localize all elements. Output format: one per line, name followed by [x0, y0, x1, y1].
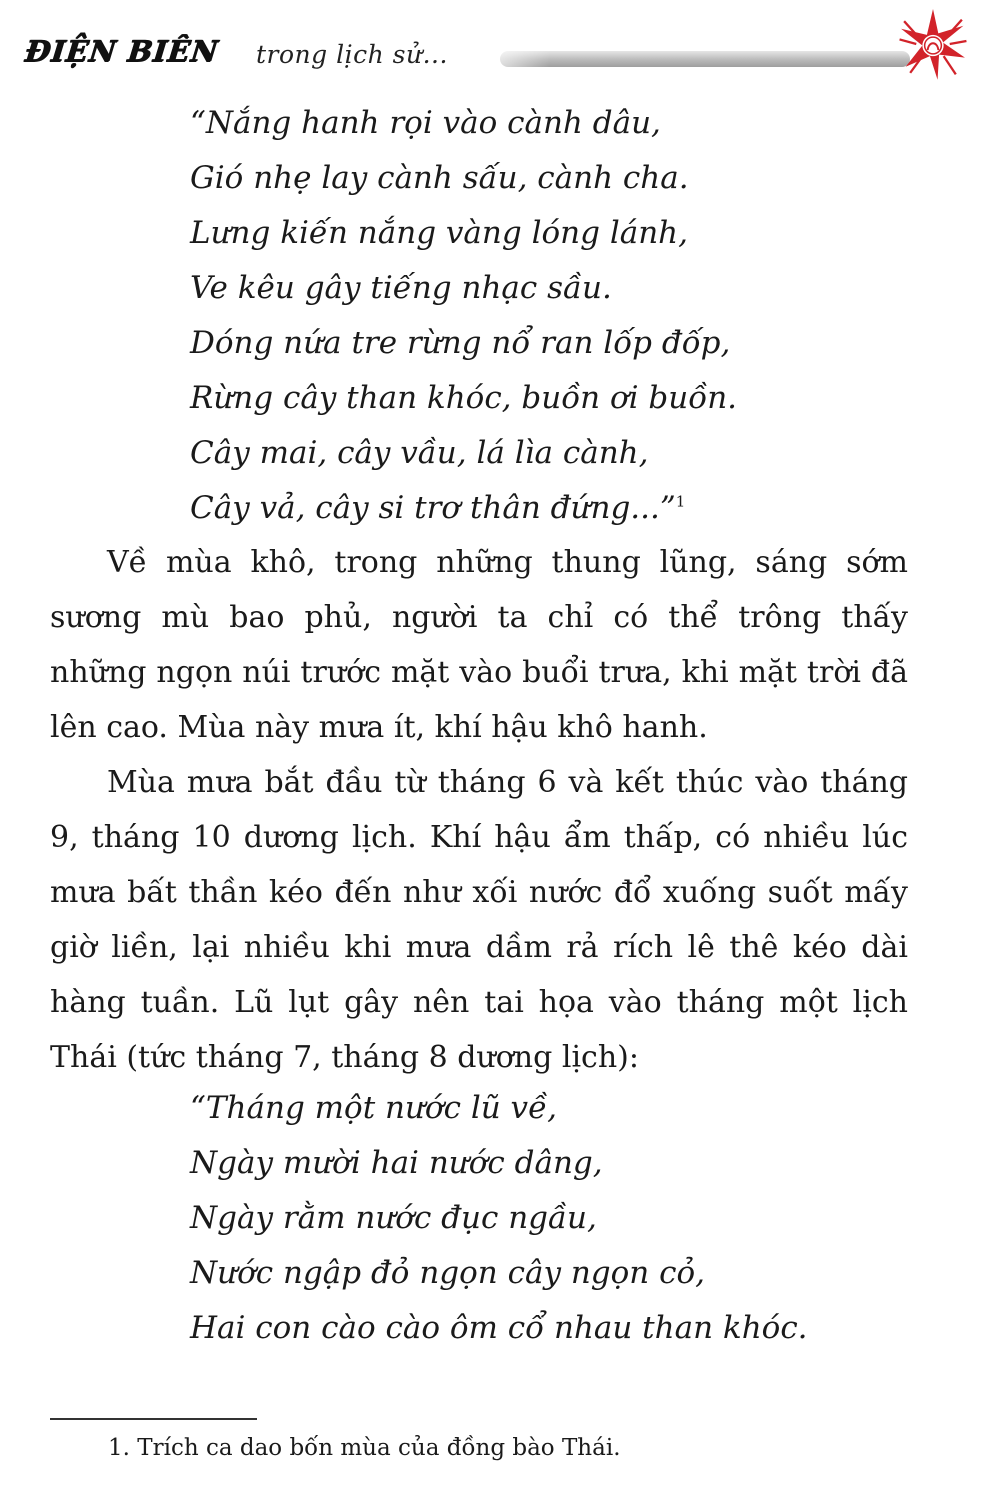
poem-line-last	[190, 481, 737, 536]
poem-line: Lưng kiến nắng vàng lóng lánh,	[190, 215, 688, 251]
paragraph-rainy-season: Mùa mưa bắt đầu từ tháng 6 và kết thúc vào tháng 9, tháng 10 dương lịch. Khí hậu ẩm thấp, có nhiều lúc mưa bất thần kéo đến như xối nước đổ xuống suốt mấy giờ liền, lại nhiều khi mưa dầm rả rích lê thê kéo dài hàng tuần. Lũ lụt gây nên tai họa vào tháng một lịch Thái (tức tháng 7, tháng 8 dương lịch):	[50, 765, 908, 1075]
poem-line: Nước ngập đỏ ngọn cây ngọn cỏ,	[190, 1255, 705, 1291]
poem-line: Ngày rằm nước đục ngầu,	[190, 1200, 597, 1236]
poem-line: Ve kêu gây tiếng nhạc sầu.	[190, 270, 612, 306]
page-header	[0, 0, 1000, 90]
paragraph-dry-season: Về mùa khô, trong những thung lũng, sáng sớm sương mù bao phủ, người ta chỉ có thể trông thấy những ngọn núi trước mặt vào buổi trưa, khi mặt trời đã lên cao. Mùa này mưa ít, khí hậu khô hanh.	[50, 545, 908, 745]
footnote-reference[interactable]: 1	[675, 492, 686, 511]
star-emblem-icon	[895, 6, 971, 82]
footnote: 1. Trích ca dao bốn mùa của đồng bào Thái.	[108, 1435, 621, 1461]
footnote-divider	[50, 1418, 257, 1420]
poem-line: Gió nhẹ lay cành sấu, cành cha.	[190, 160, 689, 196]
poem-line: Ngày mười hai nước dâng,	[190, 1145, 603, 1181]
poem-line: Rừng cây than khóc, buồn ơi buồn.	[190, 380, 738, 416]
poem-line: “Nắng hanh rọi vào cành dâu,	[190, 105, 661, 141]
header-rule	[500, 51, 910, 67]
poem-block-flood	[190, 1081, 808, 1356]
poem-line: Hai con cào cào ôm cổ nhau than khóc.	[190, 1310, 808, 1346]
running-title: ĐIỆN BIÊN	[23, 34, 221, 68]
running-subtitle: trong lịch sử...	[256, 40, 448, 69]
poem-line: “Tháng một nước lũ về,	[190, 1090, 557, 1126]
poem-block-seasons	[190, 96, 737, 536]
header-rule-fade	[470, 51, 550, 67]
poem-line-text: Cây vả, cây si trơ thân đứng...”	[190, 490, 676, 526]
poem-line: Cây mai, cây vầu, lá lìa cành,	[190, 435, 649, 471]
poem-line: Dóng nứa tre rừng nổ ran lốp đốp,	[190, 325, 731, 361]
